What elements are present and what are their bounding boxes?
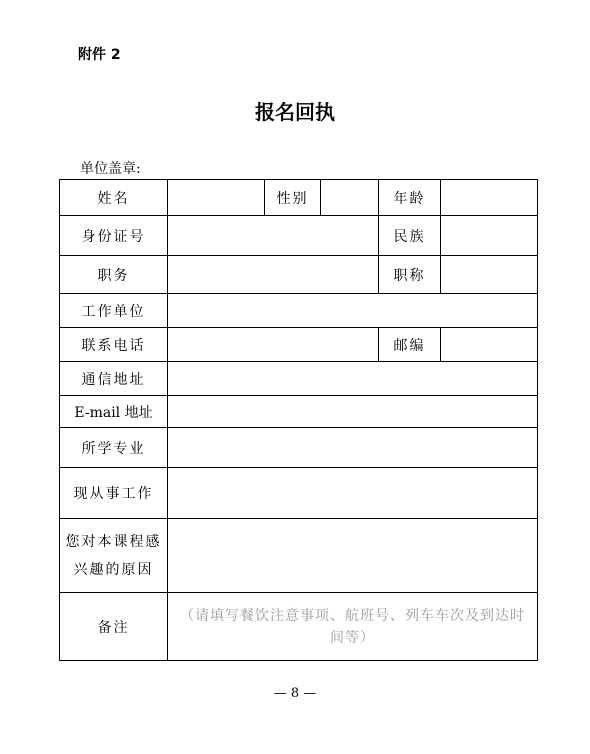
address-label: 通信地址 [60, 362, 168, 396]
row-id [60, 216, 538, 256]
row-interest [60, 519, 538, 593]
ethnicity-label: 民族 [379, 216, 441, 256]
row-workplace [60, 294, 538, 328]
row-address [60, 362, 538, 396]
address-field[interactable] [168, 362, 538, 396]
interest-field[interactable] [168, 519, 538, 593]
professional-title-label: 职称 [379, 256, 441, 294]
name-label: 姓名 [60, 180, 168, 216]
current-work-field[interactable] [168, 468, 538, 519]
row-major [60, 428, 538, 468]
id-label: 身份证号 [60, 216, 168, 256]
age-label: 年龄 [379, 180, 441, 216]
postcode-field[interactable] [441, 328, 538, 362]
phone-field[interactable] [168, 328, 379, 362]
page-title: 报名回执 [255, 100, 335, 124]
row-name [60, 180, 538, 216]
age-field[interactable] [441, 180, 538, 216]
current-work-label: 现从事工作 [60, 468, 168, 519]
phone-label: 联系电话 [60, 328, 168, 362]
page-number: — 8 — [273, 686, 317, 701]
remarks-field[interactable] [168, 593, 538, 661]
id-field[interactable] [168, 216, 379, 256]
registration-form-table [59, 179, 538, 661]
workplace-field[interactable] [168, 294, 538, 328]
major-field[interactable] [168, 428, 538, 468]
postcode-label: 邮编 [379, 328, 441, 362]
remarks-hint-line2: 间等） [330, 629, 375, 646]
ethnicity-field[interactable] [441, 216, 538, 256]
interest-label-line2: 兴趣的原因 [73, 561, 154, 578]
attachment-label: 附件 2 [78, 47, 121, 63]
row-remarks [60, 593, 538, 661]
row-current-work [60, 468, 538, 519]
email-label: E-mail 地址 [60, 396, 168, 428]
interest-label-line1: 您对本课程感 [65, 533, 162, 550]
unit-seal-label: 单位盖章: [80, 161, 141, 177]
position-label: 职务 [60, 256, 168, 294]
remarks-label: 备注 [60, 593, 168, 661]
row-position [60, 256, 538, 294]
remarks-hint-line1: （请填写餐饮注意事项、航班号、列车车次及到达时 [180, 607, 525, 624]
email-field[interactable] [168, 396, 538, 428]
workplace-label: 工作单位 [60, 294, 168, 328]
position-field[interactable] [168, 256, 379, 294]
row-email [60, 396, 538, 428]
gender-field[interactable] [321, 180, 379, 216]
gender-label: 性别 [265, 180, 321, 216]
row-phone [60, 328, 538, 362]
interest-label [60, 519, 168, 593]
professional-title-field[interactable] [441, 256, 538, 294]
major-label: 所学专业 [60, 428, 168, 468]
name-field[interactable] [168, 180, 265, 216]
